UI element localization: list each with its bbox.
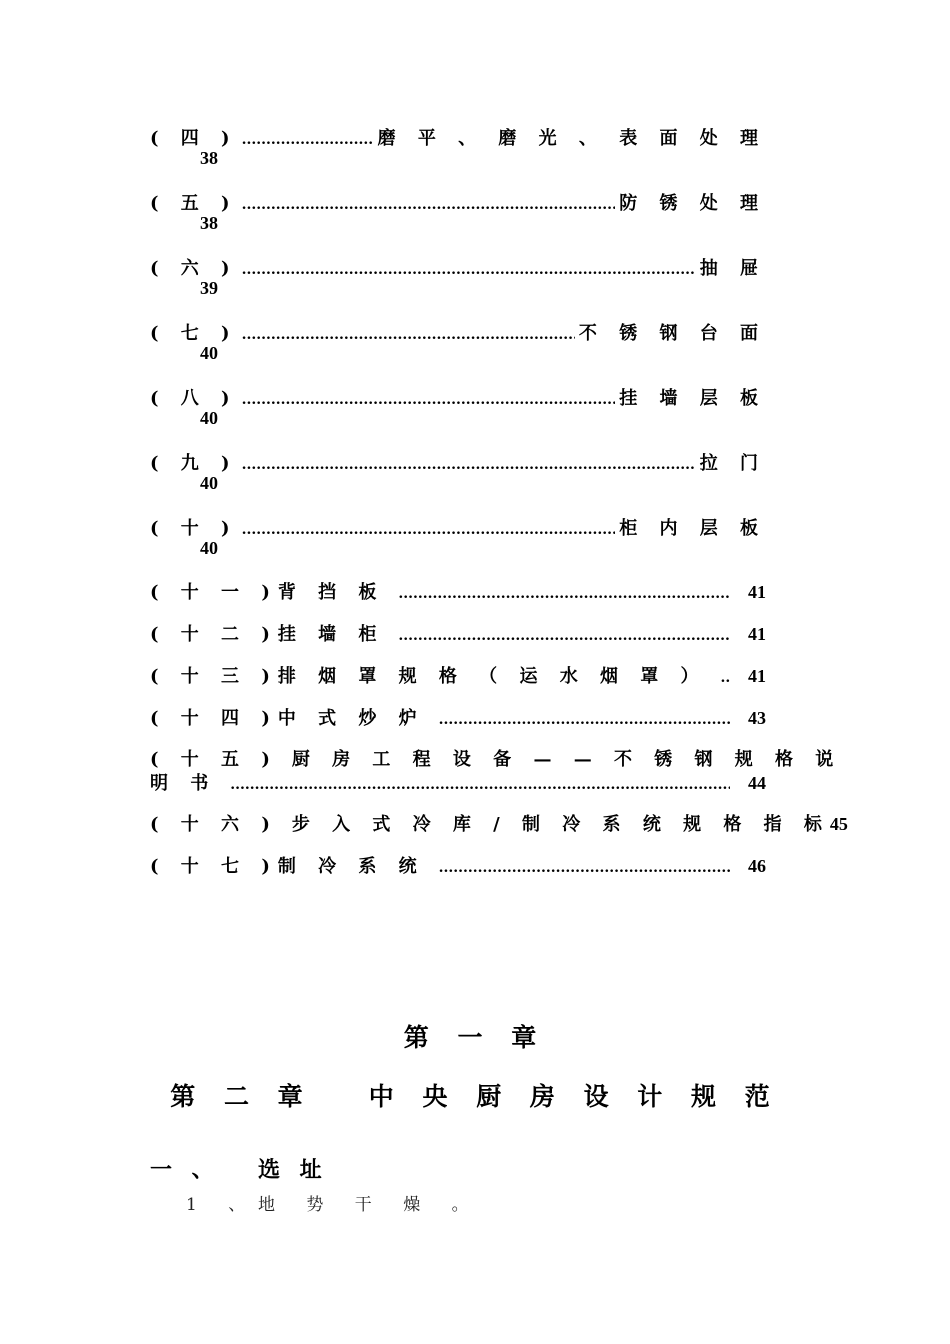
toc-page: 40 bbox=[200, 343, 218, 363]
toc-entry-8[interactable] bbox=[150, 384, 766, 410]
toc-page: 38 bbox=[200, 148, 218, 168]
toc-title: 柜 内 层 板 bbox=[619, 518, 766, 539]
leader-dots bbox=[439, 856, 730, 877]
toc-label: ( 十 五 ) bbox=[150, 749, 278, 770]
toc-entry-10[interactable] bbox=[150, 514, 766, 540]
toc-page: 40 bbox=[200, 473, 218, 493]
item-text: 地 势 干 燥 。 bbox=[258, 1195, 482, 1215]
toc-label: ( 九 ) bbox=[150, 453, 238, 474]
chapter-heading-1: 第 一 章 bbox=[403, 1023, 547, 1052]
leader-dots bbox=[398, 582, 730, 603]
item-number: 1 、 bbox=[186, 1195, 259, 1215]
toc-entry-4[interactable] bbox=[150, 124, 766, 150]
toc-label: ( 十 二 ) bbox=[150, 624, 278, 645]
leader-dots bbox=[242, 323, 575, 344]
toc-title: 挂 墙 柜 bbox=[277, 624, 385, 645]
leader-dots bbox=[721, 666, 730, 687]
toc-label: ( 十 七 ) bbox=[150, 856, 278, 877]
toc-page: 43 bbox=[748, 708, 766, 728]
toc-page: 44 bbox=[748, 773, 766, 793]
toc-title: 防 锈 处 理 bbox=[619, 193, 766, 214]
leader-dots bbox=[242, 128, 374, 149]
chapter-heading-2: 第 二 章 中 央 厨 房 设 计 规 范 bbox=[170, 1082, 780, 1111]
toc-entry-6[interactable] bbox=[150, 254, 766, 280]
leader-dots bbox=[230, 773, 730, 794]
toc-label: ( 十 四 ) bbox=[150, 708, 278, 729]
toc-entry-13[interactable] bbox=[150, 662, 766, 688]
toc-label: ( 十 ) bbox=[150, 518, 238, 539]
toc-page: 38 bbox=[200, 213, 218, 233]
toc-entry-17[interactable] bbox=[150, 852, 766, 878]
toc-page: 41 bbox=[748, 624, 766, 644]
toc-label: ( 七 ) bbox=[150, 323, 238, 344]
toc-entry-14[interactable] bbox=[150, 704, 766, 730]
toc-entry-15[interactable] bbox=[150, 745, 842, 771]
toc-page: 41 bbox=[748, 666, 766, 686]
toc-label: ( 八 ) bbox=[150, 388, 238, 409]
toc-page: 39 bbox=[200, 278, 218, 298]
toc-title: 厨 房 工 程 设 备 — — 不 锈 钢 规 格 说 bbox=[291, 749, 842, 770]
toc-title: 磨 平 、 磨 光 、 表 面 处 理 bbox=[377, 128, 766, 149]
toc-title: 抽 屉 bbox=[699, 258, 766, 279]
toc-title: 中 式 炒 炉 bbox=[277, 708, 425, 729]
toc-page: 40 bbox=[200, 408, 218, 428]
toc-page: 45 bbox=[829, 814, 848, 834]
toc-label: ( 六 ) bbox=[150, 258, 238, 279]
toc-title: 排 烟 罩 规 格 （ 运 水 烟 罩 ） bbox=[277, 666, 707, 687]
toc-entry-9[interactable] bbox=[150, 449, 766, 475]
section-title: 选 址 bbox=[258, 1157, 328, 1183]
toc-title: 步 入 式 冷 库 / 制 冷 系 统 规 格 指 标 bbox=[291, 814, 830, 835]
toc-title: 拉 门 bbox=[699, 453, 766, 474]
toc-entry-16[interactable] bbox=[150, 810, 848, 836]
toc-title: 不 锈 钢 台 面 bbox=[578, 323, 766, 344]
toc-page: 40 bbox=[200, 538, 218, 558]
leader-dots bbox=[242, 258, 696, 279]
toc-title-cont: 明 书 bbox=[150, 773, 217, 794]
toc-entry-5[interactable] bbox=[150, 189, 766, 215]
toc-title: 挂 墙 层 板 bbox=[619, 388, 766, 409]
leader-dots bbox=[242, 388, 616, 409]
toc-entry-7[interactable] bbox=[150, 319, 766, 345]
toc-label: ( 十 六 ) bbox=[150, 814, 278, 835]
leader-dots bbox=[242, 193, 616, 214]
toc-title: 制 冷 系 统 bbox=[277, 856, 425, 877]
toc-page: 46 bbox=[748, 856, 766, 876]
toc-label: ( 五 ) bbox=[150, 193, 238, 214]
toc-page: 41 bbox=[748, 582, 766, 602]
toc-label: ( 十 一 ) bbox=[150, 582, 278, 603]
leader-dots bbox=[439, 708, 730, 729]
toc-title: 背 挡 板 bbox=[277, 582, 385, 603]
toc-entry-15-cont[interactable] bbox=[150, 769, 766, 795]
toc-entry-12[interactable] bbox=[150, 620, 766, 646]
section-number: 一 、 bbox=[150, 1157, 220, 1183]
toc-label: ( 四 ) bbox=[150, 128, 238, 149]
leader-dots bbox=[242, 453, 696, 474]
leader-dots bbox=[242, 518, 616, 539]
leader-dots bbox=[398, 624, 730, 645]
toc-entry-11[interactable] bbox=[150, 578, 766, 604]
toc-label: ( 十 三 ) bbox=[150, 666, 278, 687]
